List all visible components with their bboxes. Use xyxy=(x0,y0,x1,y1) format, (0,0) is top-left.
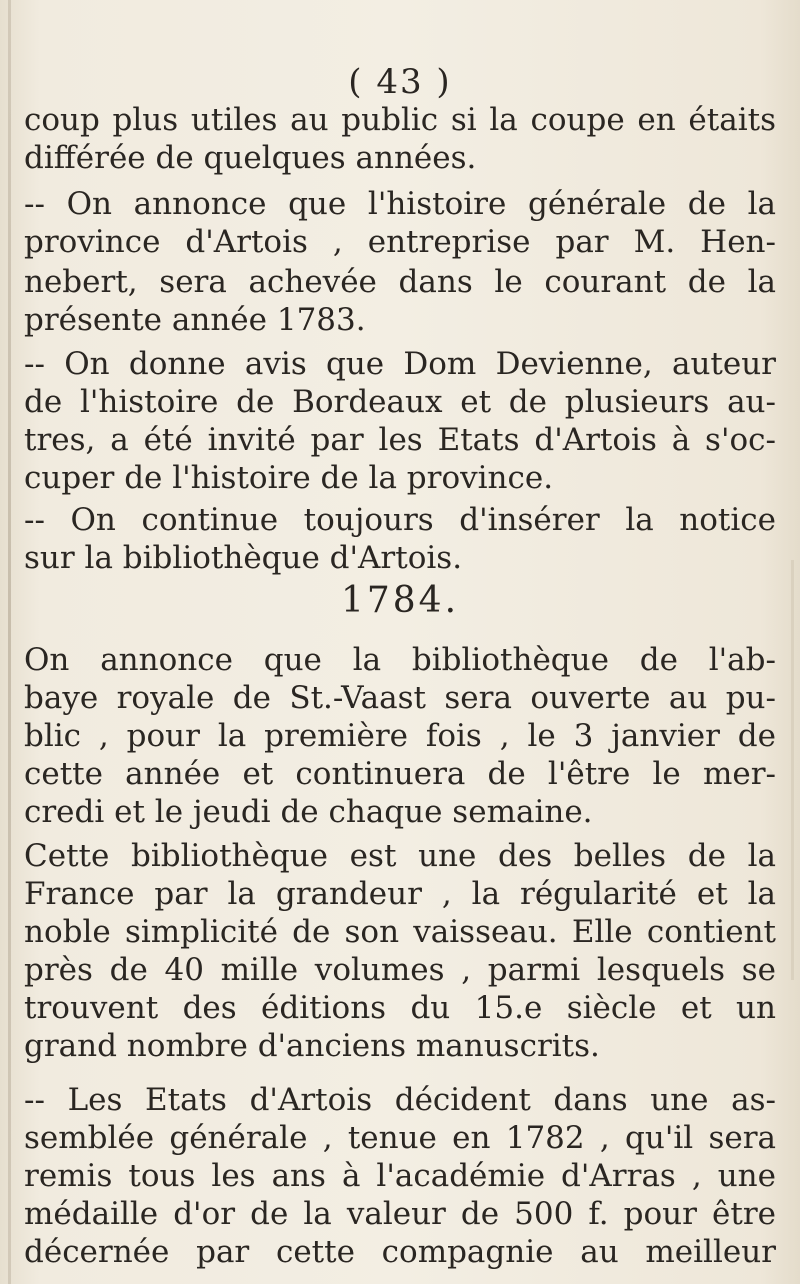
year-heading: 1784. xyxy=(340,580,460,621)
text-line: trouvent des éditions du 15.e siècle et un xyxy=(24,990,776,1026)
text-line: credi et le jeudi de chaque semaine. xyxy=(24,794,593,830)
text-line: semblée générale , tenue en 1782 , qu'il sera xyxy=(24,1120,776,1156)
text-line: noble simplicité de son vaisseau. Elle contient xyxy=(24,914,776,950)
text-line: -- Les Etats d'Artois décident dans une as- xyxy=(24,1082,776,1118)
text-line: Cette bibliothèque est une des belles de la xyxy=(24,838,776,874)
text-line: décernée par cette compagnie au meilleur xyxy=(24,1234,776,1270)
text-line: différée de quelques années. xyxy=(24,140,477,176)
text-line: remis tous les ans à l'académie d'Arras , une xyxy=(24,1158,776,1194)
text-line: coup plus utiles au public si la coupe en étaits xyxy=(24,102,776,138)
page-fore-edge xyxy=(791,560,794,980)
text-line: présente année 1783. xyxy=(24,302,366,338)
text-line: -- On continue toujours d'insérer la notice xyxy=(24,502,776,538)
text-line: province d'Artois , entreprise par M. Hen- xyxy=(24,224,776,260)
text-line: baye royale de St.-Vaast sera ouverte au pu- xyxy=(24,680,776,716)
text-line: blic , pour la première fois , le 3 janvier de xyxy=(24,718,776,754)
text-line: médaille d'or de la valeur de 500 f. pour être xyxy=(24,1196,776,1232)
text-line: sur la bibliothèque d'Artois. xyxy=(24,540,463,576)
page-gutter-edge xyxy=(8,0,11,1284)
text-line: de l'histoire de Bordeaux et de plusieurs au- xyxy=(24,384,776,420)
text-line: grand nombre d'anciens manuscrits. xyxy=(24,1028,600,1064)
text-line: -- On donne avis que Dom Devienne, auteur xyxy=(24,346,776,382)
text-line: nebert, sera achevée dans le courant de la xyxy=(24,264,776,300)
text-line: tres, a été invité par les Etats d'Artois à s'oc- xyxy=(24,422,776,458)
text-line: On annonce que la bibliothèque de l'ab- xyxy=(24,642,776,678)
text-line: cette année et continuera de l'être le mer- xyxy=(24,756,776,792)
text-line: -- On annonce que l'histoire générale de la xyxy=(24,186,776,222)
page-number: ( 43 ) xyxy=(348,62,452,102)
text-line: près de 40 mille volumes , parmi lesquels se xyxy=(24,952,776,988)
text-line: France par la grandeur , la régularité et la xyxy=(24,876,776,912)
text-line: cuper de l'histoire de la province. xyxy=(24,460,554,496)
